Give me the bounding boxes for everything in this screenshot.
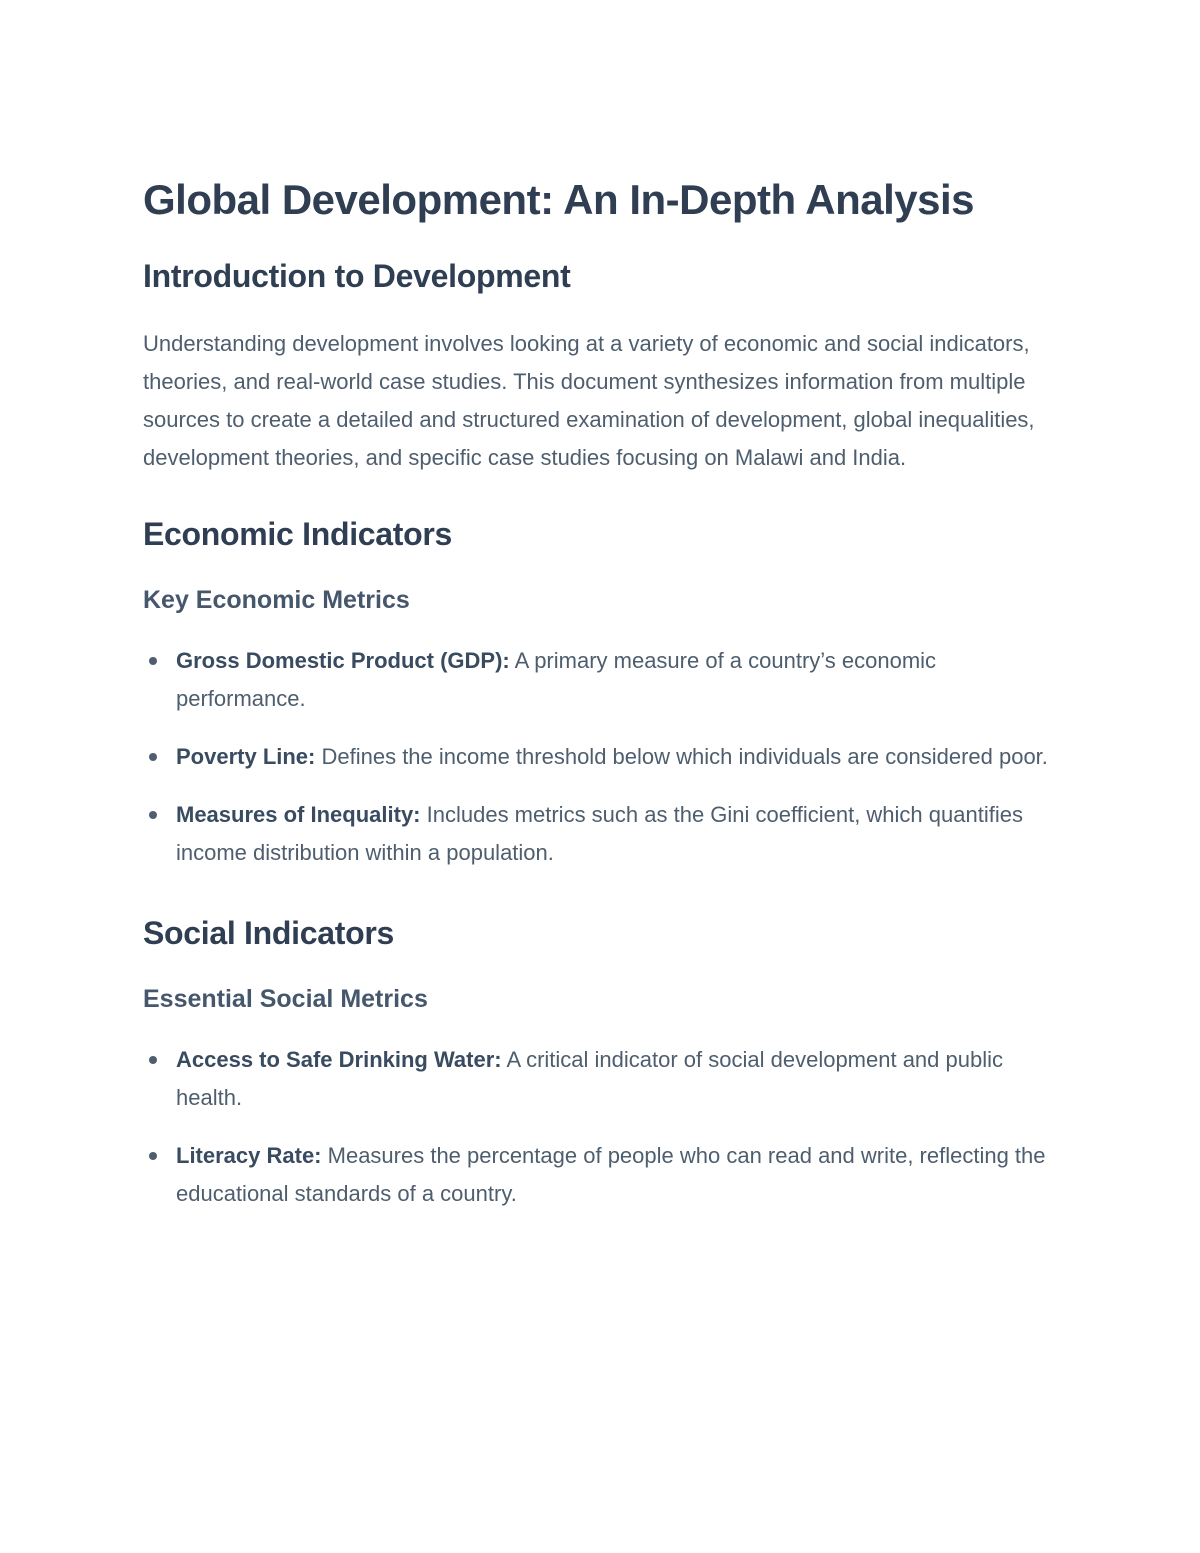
list-item-gdp [176, 642, 1057, 718]
list-item-text: Includes metrics such as the Gini coefficient, which quantifies income distribution within a population. [176, 802, 1023, 866]
list-item-poverty-line [176, 738, 1057, 776]
list-item-text: Defines the income threshold below which individuals are considered poor. [315, 744, 1048, 770]
heading-introduction-to-development: Introduction to Development [143, 258, 571, 294]
document-title: Global Development: An In-Depth Analysis [143, 176, 974, 223]
list-item-label: Access to Safe Drinking Water: [176, 1047, 502, 1073]
list-item-label: Measures of Inequality: [176, 802, 421, 828]
list-item-label: Poverty Line: [176, 744, 316, 770]
list-item-text: A primary measure of a country’s economic performance. [176, 648, 937, 712]
section-economic-indicators [143, 515, 1057, 872]
economic-metrics-list [143, 642, 1057, 872]
list-item-label: Literacy Rate: [176, 1143, 322, 1169]
subheading-key-economic-metrics: Key Economic Metrics [143, 585, 410, 614]
social-metrics-list [143, 1041, 1057, 1213]
heading-economic-indicators: Economic Indicators [143, 516, 453, 553]
section-introduction [143, 257, 1057, 477]
list-item-text: A critical indicator of social development and public health. [176, 1047, 1004, 1111]
list-item-label: Gross Domestic Product (GDP): [176, 648, 510, 674]
section-social-indicators [143, 914, 1057, 1213]
list-item-text: Measures the percentage of people who can read and write, reflecting the educational standards of a country. [176, 1143, 1046, 1207]
heading-social-indicators: Social Indicators [143, 915, 394, 952]
list-item-safe-drinking-water [176, 1041, 1057, 1117]
list-item-measures-of-inequality [176, 796, 1057, 872]
introduction-paragraph: Understanding development involves looking at a variety of economic and social indicators, theories, and real-world case studies. This document synthesizes information from multiple sources to create a detailed and structured examination of development, global inequalities, development theories, and specific case studies focusing on Malawi and India. [143, 331, 1035, 471]
subheading-essential-social-metrics: Essential Social Metrics [143, 984, 428, 1013]
list-item-literacy-rate [176, 1137, 1057, 1213]
